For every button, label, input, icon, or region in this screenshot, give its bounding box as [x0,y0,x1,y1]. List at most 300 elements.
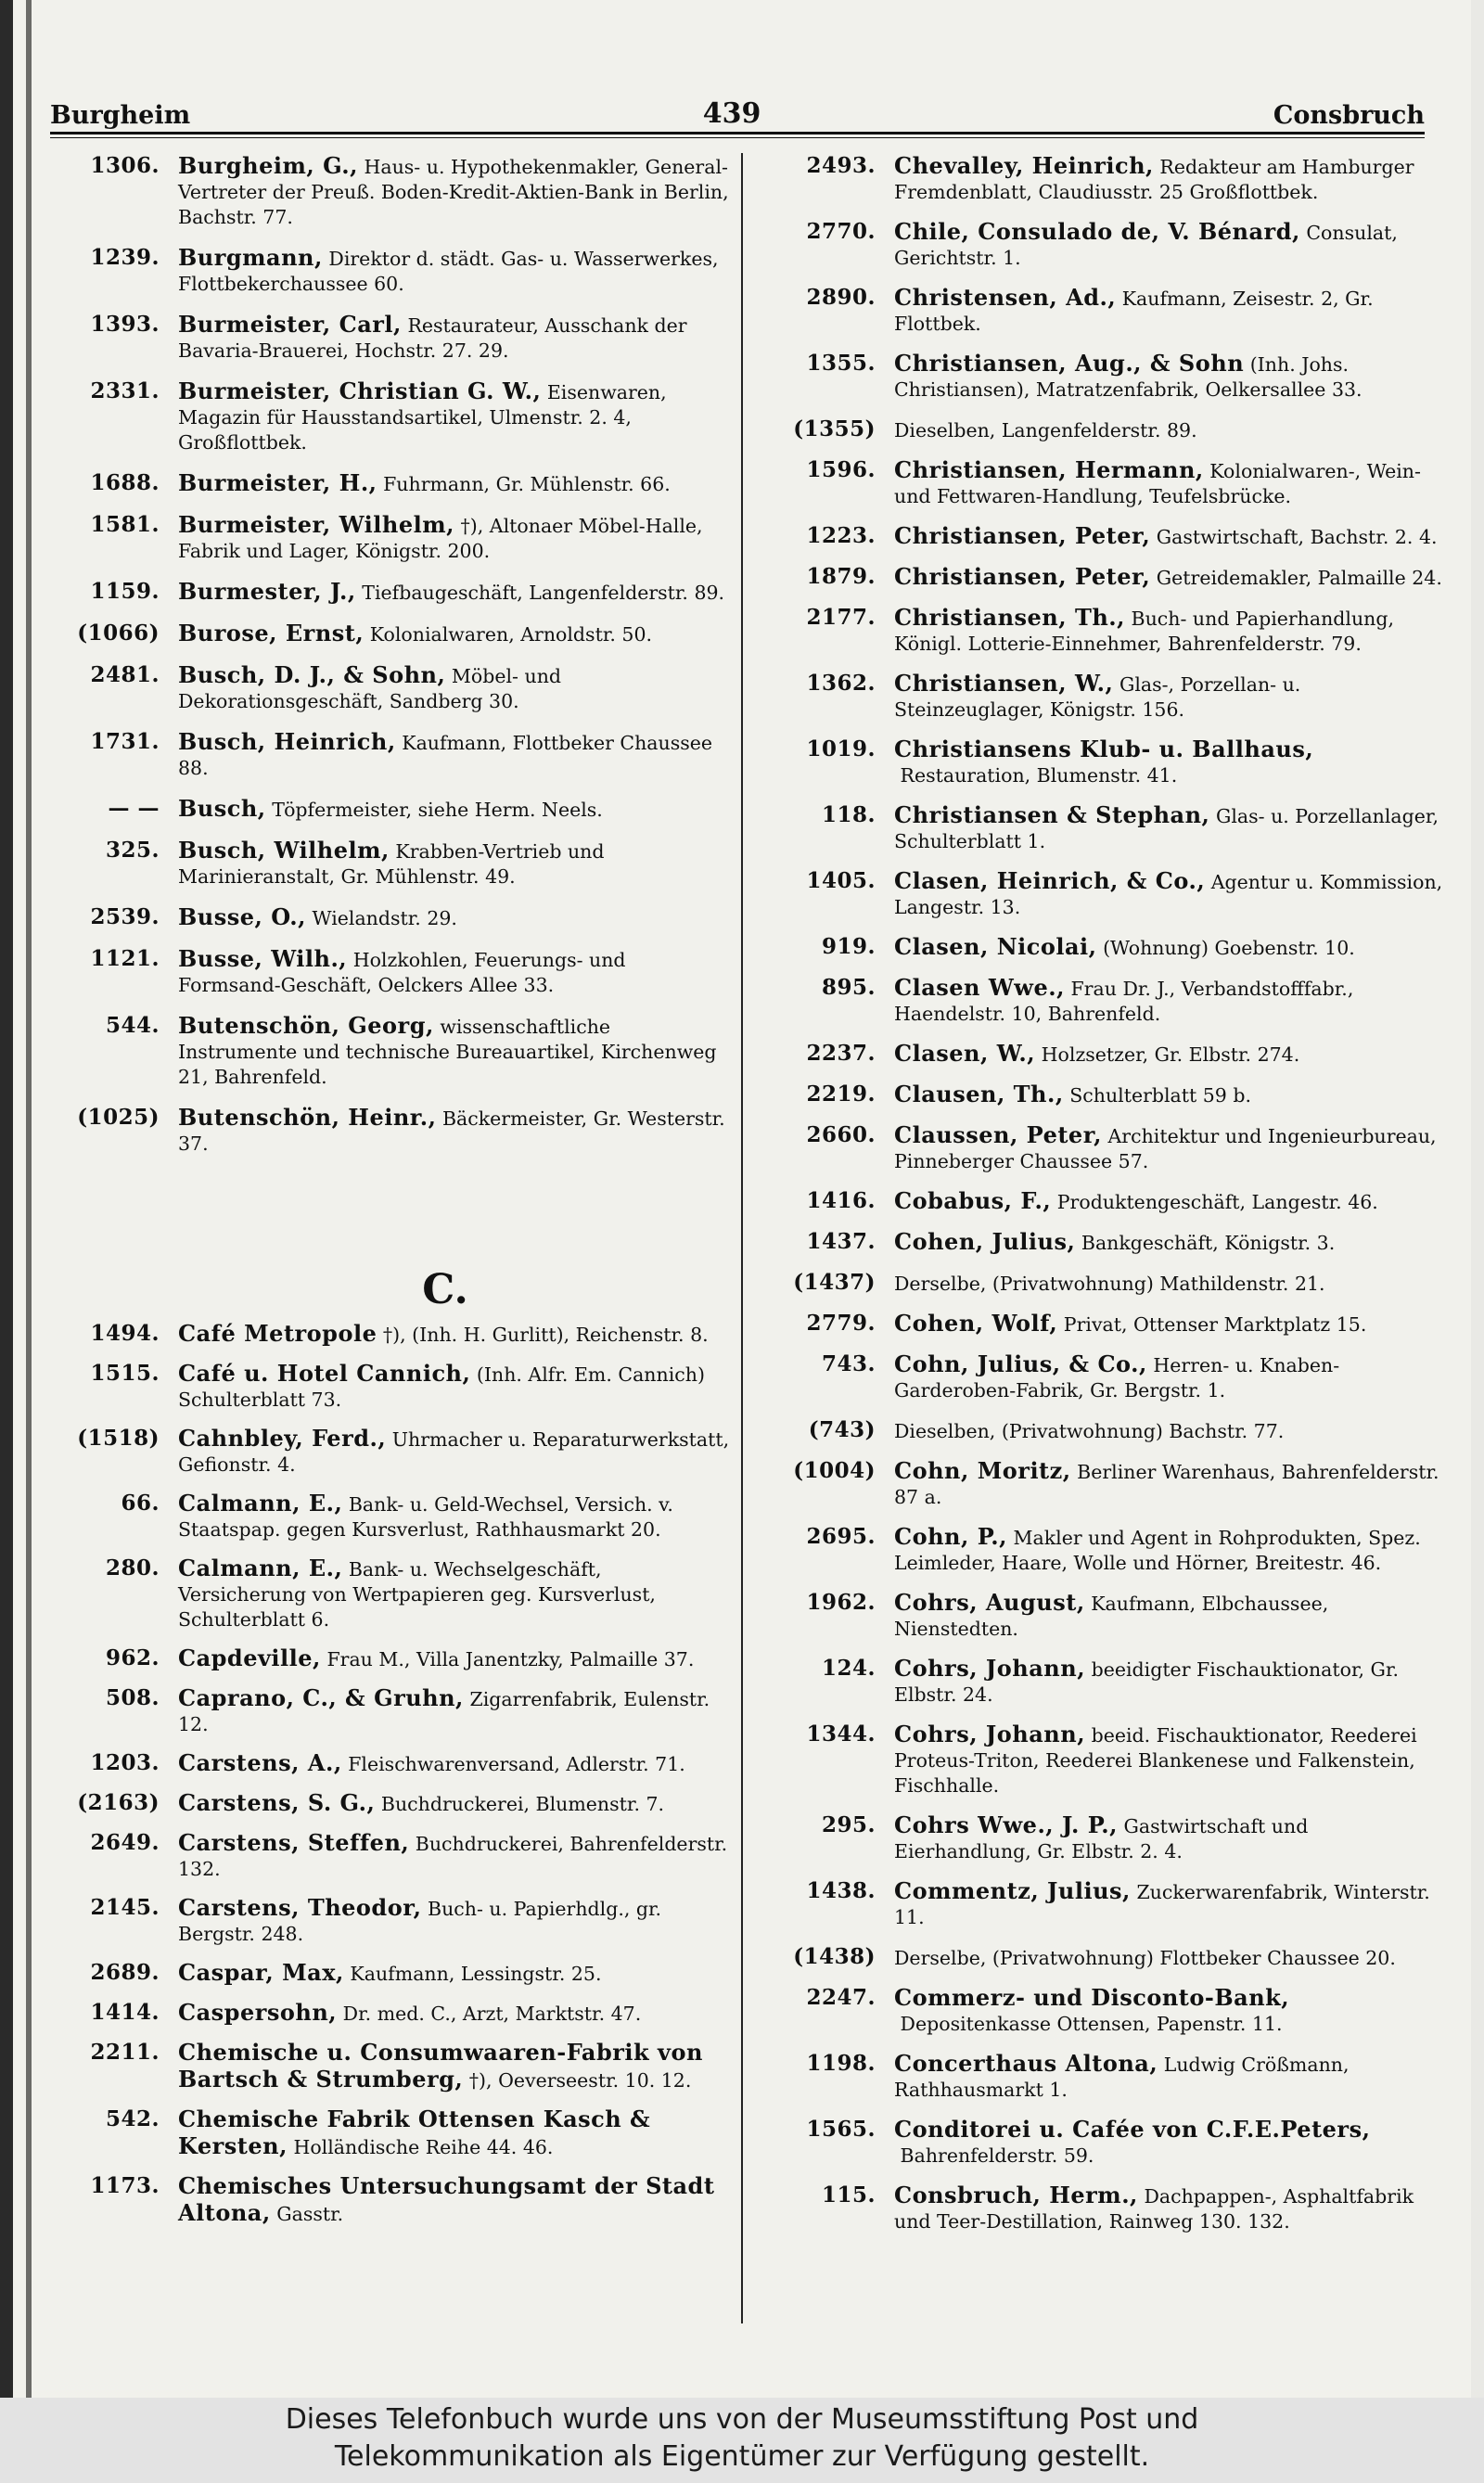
phone-number: (1025) [77,1105,160,1130]
entry-details: Makler und Agent in Rohprodukten, Spez. Leimleder, Haare, Wolle und Hörner, Breitestr. 46. [894,1527,1421,1574]
entry-body [894,1985,1446,2037]
phone-number: 2660. [806,1122,876,1147]
subscriber-name: Chemische Fabrik Ottensen Kasch & Kersten, [178,2105,651,2159]
entry-details: Krabben-Vertrieb und Marinieranstalt, Gr. Mühlenstr. 49. [178,840,605,888]
entry-body [894,1656,1446,1708]
directory-entry [755,671,1446,723]
subscriber-name: Christiansen, Peter, [894,522,1151,549]
phone-number: 1203. [90,1750,160,1775]
entry-details: Ludwig Crößmann, Rathhausmarkt 1. [894,2054,1350,2101]
entry-body [894,1041,1446,1068]
subscriber-name: Chile, Consulado de, V. Bénard, [894,218,1300,245]
entry-details: Agentur u. Kommission, Langestr. 13. [894,871,1443,918]
entry-body [894,1524,1446,1576]
phone-number: 1019. [806,736,876,762]
directory-entry [755,457,1446,509]
subscriber-name: Cohn, Julius, & Co., [894,1350,1147,1377]
subscriber-name: Busch, Wilhelm, [178,837,390,864]
subscriber-name: Cohn, P., [894,1523,1008,1550]
entry-body [894,736,1446,788]
entry-body [178,1685,731,1737]
directory-entry [39,1105,731,1157]
subscriber-name: Burmeister, H., [178,469,377,496]
subscriber-name: Chemisches Untersuchungsamt der Stadt Altona, [178,2172,715,2226]
directory-entry [39,838,731,890]
entry-body [894,934,1446,961]
directory-entry [755,2182,1446,2234]
entry-body [894,1812,1446,1864]
entries-c [39,1321,731,2227]
entry-body [178,579,731,606]
directory-entry [755,1985,1446,2037]
phone-number: 1494. [90,1321,160,1346]
phone-number: 895. [821,975,876,1000]
entry-body [894,1351,1446,1403]
phone-number: (2163) [77,1790,160,1815]
entry-details: †), (Inh. H. Gurlitt), Reichenstr. 8. [382,1324,709,1346]
phone-number: (743) [808,1417,876,1442]
phone-number: 1688. [90,470,160,495]
entry-details: beeid. Fischauktionator, Reederei Proteus-Triton, Reederei Blankenese und Falkenstein, Fischhalle. [894,1724,1417,1797]
entry-details: Glas-, Porzellan- u. Steinzeuglager, Königstr. 156. [894,673,1301,721]
subscriber-name: Burgheim, G., [178,152,358,179]
subscriber-name: Cobabus, F., [894,1187,1052,1214]
right-column [755,153,1446,2248]
entry-details: Derselbe, (Privatwohnung) Mathildenstr. 21. [894,1273,1325,1295]
entry-details: Buchdruckerei, Blumenstr. 7. [380,1793,665,1815]
entry-body [178,1105,731,1157]
entry-body [894,671,1446,723]
subscriber-name: Calmann, E., [178,1490,343,1517]
subscriber-name: Burmester, J., [178,578,356,605]
phone-number: 2219. [806,1082,876,1107]
directory-entry [755,1812,1446,1864]
phone-number: 919. [821,934,876,959]
directory-entry [39,470,731,497]
entry-details: Holzsetzer, Gr. Elbstr. 274. [1041,1043,1300,1066]
header-rule-thin [50,137,1425,138]
phone-number: 118. [821,802,876,827]
phone-number: 1344. [806,1721,876,1747]
directory-entry [39,1830,731,1882]
directory-entry [755,1944,1446,1971]
directory-entry [39,904,731,931]
left-column [39,153,731,2240]
entry-details: Bank- u. Geld-Wechsel, Versich. v. Staatspap. gegen Kursverlust, Rathhausmarkt 20. [178,1493,673,1541]
entry-details: Bäckermeister, Gr. Westerstr. 37. [178,1107,725,1155]
entry-body [894,1188,1446,1215]
phone-number: 1393. [90,312,160,337]
entry-body [178,1750,731,1777]
subscriber-name: Claussen, Peter, [894,1121,1102,1148]
subscriber-name: Burmeister, Christian G. W., [178,378,542,404]
phone-number: 2779. [806,1311,876,1336]
entry-body [894,285,1446,337]
entry-body [178,2173,731,2227]
entry-details: Bankgeschäft, Königstr. 3. [1081,1232,1336,1254]
directory-entry [39,378,731,455]
subscriber-name: Consbruch, Herm., [894,2182,1138,2208]
subscriber-name: Clasen Wwe., [894,974,1065,1001]
directory-entry [39,1750,731,1777]
subscriber-name: Commentz, Julius, [894,1877,1131,1904]
subscriber-name: Busse, O., [178,903,306,930]
directory-entry [39,1790,731,1817]
phone-number: 1437. [806,1229,876,1254]
subscriber-name: Christensen, Ad., [894,284,1117,311]
subscriber-name: Cahnbley, Ferd., [178,1425,387,1452]
entry-details: Gastwirtschaft, Bachstr. 2. 4. [1156,526,1438,548]
entry-body [178,1321,731,1348]
subscriber-name: Carstens, A., [178,1749,342,1776]
directory-entry [39,1321,731,1348]
entry-details: Buchdruckerei, Bahrenfelderstr. 132. [178,1833,728,1880]
phone-number: 2493. [806,153,876,178]
entry-body [894,1270,1446,1297]
entry-details: Produktengeschäft, Langestr. 46. [1056,1191,1378,1213]
entry-body [178,153,731,230]
directory-entry [39,153,731,230]
phone-number: 115. [821,2182,876,2208]
entry-details: beeidigter Fischauktionator, Gr. Elbstr. 24. [894,1658,1400,1706]
entry-body [178,838,731,890]
phone-number: 2145. [90,1895,160,1920]
phone-number: — — [108,796,160,821]
entry-details: (Inh. Johs. Christiansen), Matratzenfabrik, Oelkersallee 33. [894,353,1362,401]
subscriber-name: Burmeister, Carl, [178,311,402,338]
subscriber-name: Burose, Ernst, [178,620,365,646]
subscriber-name: Butenschön, Heinr., [178,1104,437,1131]
entry-body [178,1426,731,1478]
directory-entry [755,1229,1446,1256]
directory-entry [755,1188,1446,1215]
directory-entry [39,796,731,823]
phone-number: (1066) [77,621,160,646]
entry-details: Dieselben, (Privatwohnung) Bachstr. 77. [894,1420,1285,1442]
phone-number: 1581. [90,512,160,537]
directory-entry [755,416,1446,443]
entry-body [178,1960,731,1987]
subscriber-name: Burmeister, Wilhelm, [178,511,454,538]
entries-b [39,153,731,1157]
footer-line-2: Telekommunikation als Eigentümer zur Verfügung gestellt. [334,2440,1150,2473]
entry-details: Haus- u. Hypothekenmakler, General-Vertreter der Preuß. Boden-Kredit-Aktien-Bank in Berlin, Bachstr. 77. [178,156,729,228]
directory-entry [39,2000,731,2027]
entry-body [894,975,1446,1027]
phone-number: 2247. [806,1985,876,2010]
phone-number: 2689. [90,1960,160,1985]
phone-number: 1879. [806,564,876,589]
phone-number: 544. [105,1013,160,1038]
directory-entry [755,219,1446,271]
subscriber-name: Café u. Hotel Cannich, [178,1360,471,1387]
entry-details: Bahrenfelderstr. 59. [900,2144,1094,2167]
directory-entry [755,1351,1446,1403]
phone-number: 1198. [806,2051,876,2076]
phone-number: 2331. [90,378,160,403]
phone-number: 962. [105,1645,160,1670]
directory-entry [755,934,1446,961]
subscriber-name: Capdeville, [178,1645,321,1671]
section-heading: C. [422,1266,468,1313]
phone-number: 1173. [90,2173,160,2198]
phone-number: 2237. [806,1041,876,1066]
entry-body [178,1491,731,1542]
subscriber-name: Christiansen, Peter, [894,563,1151,590]
phone-number: 2890. [806,285,876,310]
entry-body [178,662,731,714]
phone-number: 1355. [806,351,876,376]
entry-details: Architektur und Ingenieurbureau, Pinneberger Chaussee 57. [894,1125,1437,1172]
phone-number: 66. [121,1491,160,1516]
entry-body [178,512,731,564]
directory-entry [39,245,731,297]
entry-details: Gastwirtschaft und Eierhandlung, Gr. Elbstr. 2. 4. [894,1815,1309,1862]
entry-details: Zigarrenfabrik, Eulenstr. 12. [178,1688,710,1735]
entry-details: Dachpappen-, Asphaltfabrik und Teer-Destillation, Rainweg 130. 132. [894,2185,1414,2233]
entry-body [178,1895,731,1947]
subscriber-name: Cohn, Moritz, [894,1457,1071,1484]
directory-entry [39,729,731,781]
entry-body [894,416,1446,443]
entry-details: Consulat, Gerichtstr. 1. [894,222,1398,269]
entry-body [894,605,1446,657]
entry-body [178,904,731,931]
entry-details: Frau Dr. J., Verbandstofffabr., Haendelstr. 10, Bahrenfeld. [894,978,1354,1025]
entry-details: Möbel- und Dekorationsgeschäft, Sandberg 30. [178,665,562,712]
subscriber-name: Cohrs, August, [894,1589,1085,1616]
subscriber-name: Butenschön, Georg, [178,1012,434,1039]
phone-number: (1518) [77,1426,160,1451]
entry-details: Buch- u. Papierhdlg., gr. Bergstr. 248. [178,1898,662,1945]
entry-details: Zuckerwarenfabrik, Winterstr. 11. [894,1881,1430,1928]
subscriber-name: Busch, Heinrich, [178,728,396,755]
phone-number: 295. [821,1812,876,1837]
entry-body [178,1013,731,1090]
entry-body [894,868,1446,920]
directory-entry [755,2051,1446,2103]
entry-details: Redakteur am Hamburger Fremdenblatt, Claudiusstr. 25 Großflottbek. [894,156,1414,203]
subscriber-name: Caprano, C., & Gruhn, [178,1684,464,1711]
directory-entry [755,1311,1446,1337]
entry-body [894,1311,1446,1337]
directory-entry [755,351,1446,403]
directory-entry [39,946,731,998]
entry-body [894,1082,1446,1108]
subscriber-name: Caspersohn, [178,1999,338,2026]
entry-details: Tiefbaugeschäft, Langenfelderstr. 89. [362,582,725,604]
phone-number: 1515. [90,1361,160,1386]
entry-details: Herren- u. Knaben-Garderoben-Fabrik, Gr. Bergstr. 1. [894,1354,1340,1401]
subscriber-name: Cohrs, Johann, [894,1655,1086,1682]
subscriber-name: Christiansen & Stephan, [894,801,1210,828]
directory-entry [39,1013,731,1090]
entry-details: Berliner Warenhaus, Bahrenfelderstr. 87 a. [894,1461,1439,1508]
entry-details: (Wohnung) Goebenstr. 10. [1103,937,1355,959]
entry-details: Dr. med. C., Arzt, Marktstr. 47. [342,2003,642,2025]
column-separator [741,153,743,2323]
subscriber-name: Christiansen, Th., [894,604,1125,631]
entry-details: Kaufmann, Elbchaussee, Nienstedten. [894,1593,1329,1640]
subscriber-name: Cohen, Wolf, [894,1310,1058,1337]
directory-entry [39,662,731,714]
footer-line-1: Dieses Telefonbuch wurde uns von der Museumsstiftung Post und [285,2403,1199,2436]
entry-details: Glas- u. Porzellanlager, Schulterblatt 1. [894,805,1439,852]
entry-details: Kaufmann, Zeisestr. 2, Gr. Flottbek. [894,288,1374,335]
entry-details: Wielandstr. 29. [312,907,457,929]
phone-number: 2695. [806,1524,876,1549]
entry-body [894,219,1446,271]
entry-body [178,621,731,647]
copyright-footer [0,2398,1484,2483]
entry-body [894,1458,1446,1510]
directory-entry [39,1361,731,1413]
entry-body [894,523,1446,550]
header-left-keyword: Burgheim [50,101,191,130]
phone-number: 743. [821,1351,876,1376]
phone-number: 1306. [90,153,160,178]
phone-number: 325. [105,838,160,863]
phone-number: 1416. [806,1188,876,1213]
entry-body [894,1721,1446,1798]
entry-body [178,1361,731,1413]
entry-details: Restauration, Blumenstr. 41. [900,764,1178,787]
subscriber-name: Chemische u. Consumwaaren-Fabrik von Bartsch & Strumberg, [178,2039,703,2093]
entry-details: Privat, Ottenser Marktplatz 15. [1063,1313,1367,1336]
page-shadow [26,0,32,2398]
entries-right [755,153,1446,2234]
phone-number: 1159. [90,579,160,604]
entry-body [178,2000,731,2027]
phone-number: 1596. [806,457,876,482]
subscriber-name: Cohen, Julius, [894,1228,1076,1255]
phone-number: 1405. [806,868,876,893]
entry-body [894,1944,1446,1971]
phone-number: 280. [105,1555,160,1581]
entry-body [894,1122,1446,1174]
directory-entry [755,564,1446,591]
phone-number: (1438) [793,1944,876,1969]
subscriber-name: Caspar, Max, [178,1959,344,1986]
subscriber-name: Café Metropole [178,1320,377,1347]
directory-entry [755,736,1446,788]
entry-body [178,470,731,497]
entry-body [894,802,1446,854]
subscriber-name: Clasen, Nicolai, [894,933,1097,960]
entry-body [894,153,1446,205]
entry-body [178,1555,731,1632]
phone-number: 508. [105,1685,160,1710]
subscriber-name: Carstens, Steffen, [178,1829,410,1856]
directory-entry [755,153,1446,205]
phone-number: (1437) [793,1270,876,1295]
subscriber-name: Burgmann, [178,244,323,271]
directory-entry [755,1122,1446,1174]
header-right-keyword: Consbruch [1273,101,1425,130]
subscriber-name: Concerthaus Altona, [894,2050,1158,2077]
subscriber-name: Busse, Wilh., [178,945,348,972]
subscriber-name: Clasen, W., [894,1040,1036,1067]
entry-body [894,1417,1446,1444]
entry-details: Kaufmann, Lessingstr. 25. [350,1963,602,1985]
directory-entry [755,285,1446,337]
header-rule [50,132,1425,134]
directory-entry [755,1721,1446,1798]
directory-entry [755,605,1446,657]
page-header [50,89,1425,130]
directory-entry [39,2106,731,2160]
directory-entry [755,802,1446,854]
entry-details: Fuhrmann, Gr. Mühlenstr. 66. [383,473,671,495]
entry-details: Dieselben, Langenfelderstr. 89. [894,419,1197,442]
directory-entry [39,621,731,647]
entry-details: Töpfermeister, siehe Herm. Neels. [272,799,603,821]
directory-entry [39,579,731,606]
entry-details: Holzkohlen, Feuerungs- und Formsand-Geschäft, Oelckers Allee 33. [178,949,626,996]
subscriber-name: Carstens, Theodor, [178,1894,422,1921]
directory-entry [39,1960,731,1987]
directory-entry [755,975,1446,1027]
directory-entry [755,523,1446,550]
entry-details: Kolonialwaren-, Wein- und Fettwaren-Handlung, Teufelsbrücke. [894,460,1421,507]
entry-body [178,1790,731,1817]
directory-entry [755,1041,1446,1068]
subscriber-name: Christiansens Klub- u. Ballhaus, [894,736,1314,762]
phone-number: 2177. [806,605,876,630]
entry-body [178,312,731,364]
phone-number: 2539. [90,904,160,929]
directory-entry [755,1082,1446,1108]
directory-entry [39,312,731,364]
phone-number: 2770. [806,219,876,244]
directory-entry [39,512,731,564]
entry-body [178,2040,731,2093]
phone-number: 1565. [806,2117,876,2142]
phone-number: (1004) [793,1458,876,1483]
subscriber-name: Chevalley, Heinrich, [894,152,1154,179]
subscriber-name: Busch, D. J., & Sohn, [178,661,446,688]
directory-entry [39,1895,731,1947]
directory-entry [755,1878,1446,1930]
entry-body [894,2117,1446,2169]
entry-details: Derselbe, (Privatwohnung) Flottbeker Chaussee 20. [894,1947,1396,1969]
subscriber-name: Busch, [178,795,266,822]
subscriber-name: Christiansen, W., [894,670,1114,697]
entry-body [894,351,1446,403]
entry-details: Fleischwarenversand, Adlerstr. 71. [348,1753,685,1775]
subscriber-name: Clausen, Th., [894,1081,1064,1107]
entry-body [894,564,1446,591]
entry-details: †), Oeverseestr. 10. 12. [468,2069,692,2092]
entry-details: wissenschaftliche Instrumente und technische Bureauartikel, Kirchenweg 21, Bahrenfeld. [178,1016,717,1088]
subscriber-name: Cohrs, Johann, [894,1721,1086,1747]
entry-details: Schulterblatt 59 b. [1069,1084,1252,1107]
phone-number: 1239. [90,245,160,270]
entry-details: Getreidemakler, Palmaille 24. [1156,567,1442,589]
phone-number: 1962. [806,1590,876,1615]
entry-details: Direktor d. städt. Gas- u. Wasserwerkes, Flottbekerchaussee 60. [178,248,719,295]
entry-details: Restaurateur, Ausschank der Bavaria-Brauerei, Hochstr. 27. 29. [178,314,687,362]
subscriber-name: Christiansen, Hermann, [894,456,1204,483]
phone-number: 2649. [90,1830,160,1855]
phone-number: 1223. [806,523,876,548]
entry-body [894,1590,1446,1642]
directory-entry [755,1590,1446,1642]
phone-number: 1438. [806,1878,876,1903]
entry-body [894,1878,1446,1930]
directory-entry [39,1685,731,1737]
entry-body [178,729,731,781]
